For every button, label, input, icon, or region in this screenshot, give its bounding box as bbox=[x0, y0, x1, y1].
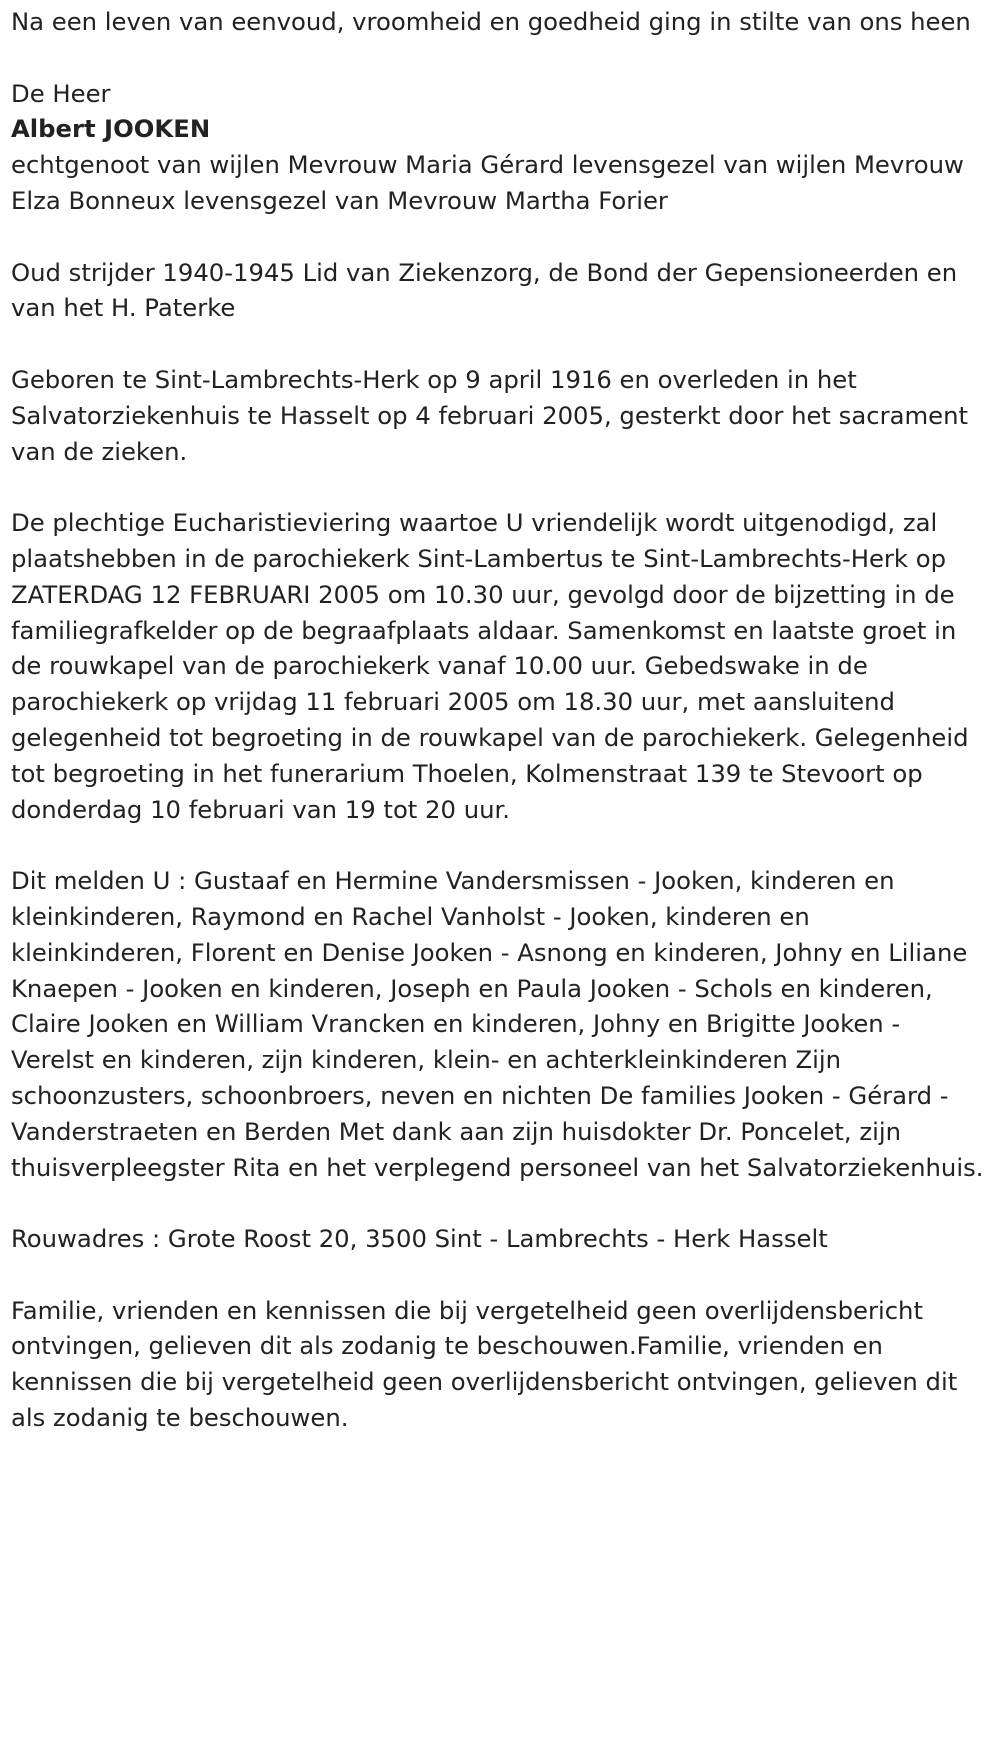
spacer bbox=[11, 219, 989, 255]
spacer bbox=[11, 1257, 989, 1293]
address-text: Rouwadres : Grote Roost 20, 3500 Sint - Lambrechts - Herk Hasselt bbox=[11, 1224, 828, 1254]
spacer bbox=[11, 326, 989, 362]
spouse-text: echtgenoot van wijlen Mevrouw Maria Gérard levensgezel van wijlen Mevrouw Elza Bonneux levensgezel van Mevrouw Martha Forier bbox=[11, 150, 964, 215]
spacer bbox=[11, 40, 989, 76]
birth-death-text: Geboren te Sint-Lambrechts-Herk op 9 april 1916 en overleden in het Salvatorziekenhuis te Hasselt op 4 februari 2005, gesterkt door het sacrament van de zieken. bbox=[11, 364, 969, 466]
deceased-name: Albert JOOKEN bbox=[11, 114, 211, 144]
service-text: De plechtige Eucharistieviering waartoe U vriendelijk wordt uitgenodigd, zal plaatshebben in de parochiekerk Sint-Lambertus te Sint-Lambrechts-Herk op ZATERDAG 12 FEBRUARI 2005 om 10.30 uur, gevolgd door de bijzetting in de familiegrafkelder op de begraafplaats aldaar. Samenkomst en laatste groet in de rouwkapel van de parochiekerk vanaf 10.00 uur. Gebedswake in de parochiekerk op vrijdag 11 februari 2005 om 18.30 uur, met aansluitend gelegenheid tot begroeting in de rouwkapel van de parochiekerk. Gelegenheid tot begroeting in het funerarium Thoelen, Kolmenstraat 139 te Stevoort op donderdag 10 februari van 19 tot 20 uur. bbox=[11, 508, 969, 824]
memberships-text: Oud strijder 1940-1945 Lid van Ziekenzorg, de Bond der Gepensioneerden en van het H. Paterke bbox=[11, 257, 958, 323]
family-text: Dit melden U : Gustaaf en Hermine Vandersmissen - Jooken, kinderen en kleinkinderen, Raymond en Rachel Vanholst - Jooken, kinderen en kleinkinderen, Florent en Denise Jooken - Asnong en kinderen, Johny en Liliane Knaepen - Jooken en kinderen, Joseph en Paula Jooken - Schols en kinderen, Claire Jooken en William Vrancken en kinderen, Johny en Brigitte Jooken - Verelst en kinderen, zijn kinderen, klein- en achterkleinkinderen Zijn schoonzusters, schoonbroers, neven en nichten De families Jooken - Gérard - Vanderstraeten en Berden Met dank aan zijn huisdokter Dr. Poncelet, zijn thuisverpleegster Rita en het verplegend personeel van het Salvatorziekenhuis. bbox=[11, 866, 984, 1182]
closing-text: Familie, vrienden en kennissen die bij vergetelheid geen overlijdensbericht ontvingen, gelieven dit als zodanig te beschouwen.Familie, vrienden en kennissen die bij vergetelheid geen overlijdensbericht ontvingen, gelieven dit als zodanig te beschouwen. bbox=[11, 1295, 958, 1433]
title-text: De Heer bbox=[11, 78, 111, 108]
spacer bbox=[11, 1185, 989, 1221]
spacer bbox=[11, 469, 989, 505]
spacer bbox=[11, 827, 989, 863]
intro-text: Na een leven van eenvoud, vroomheid en goedheid ging in stilte van ons heen bbox=[11, 7, 971, 36]
